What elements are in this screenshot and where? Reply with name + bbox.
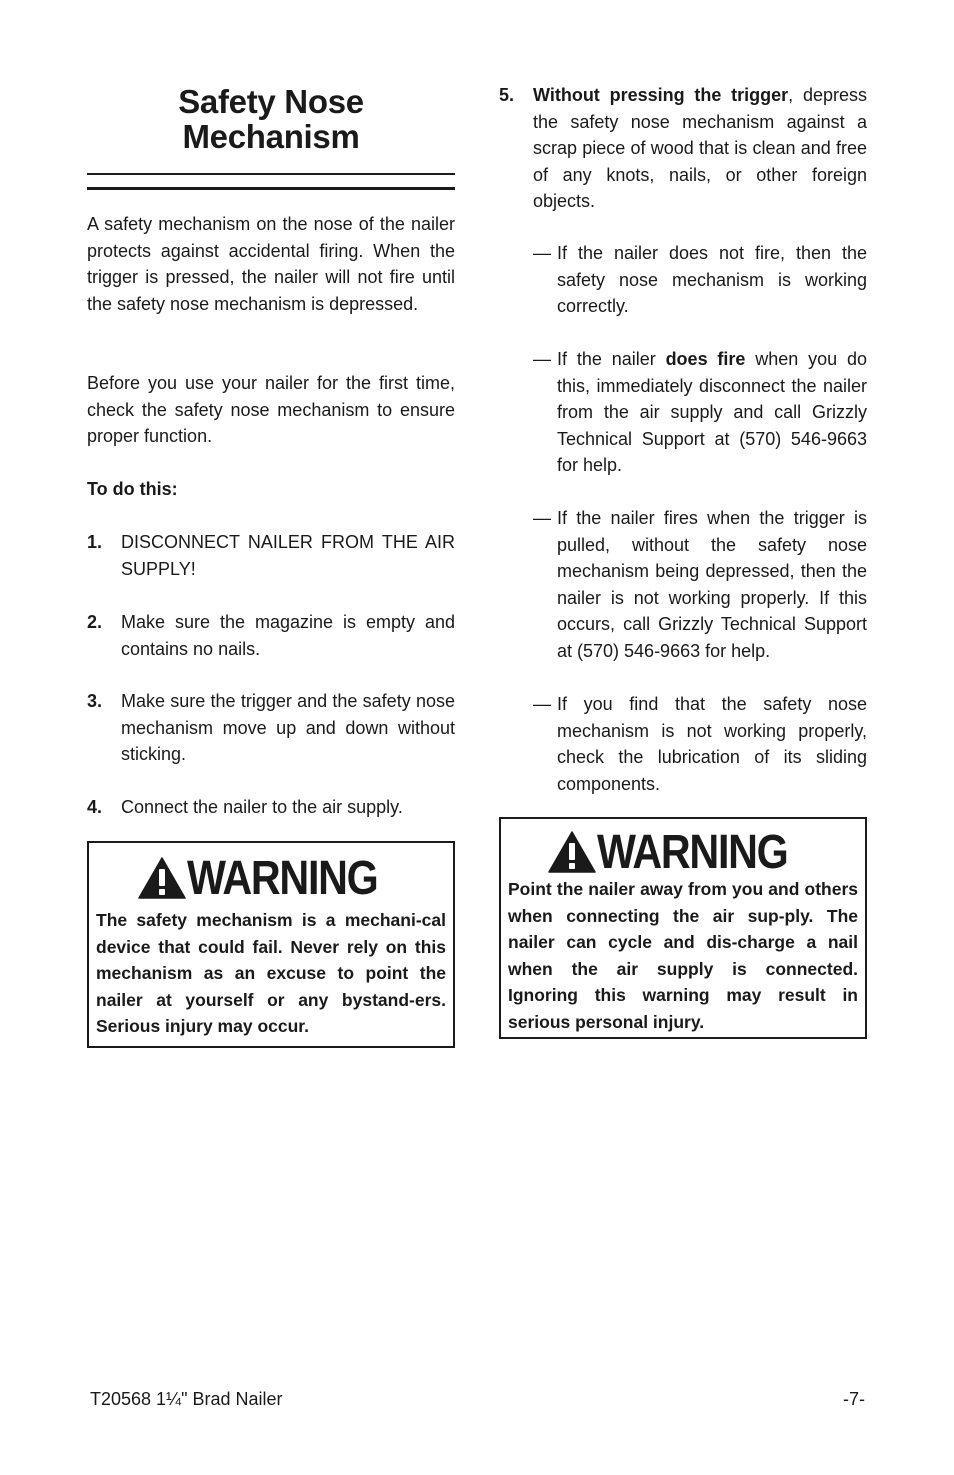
section-title-text: Safety Nose Mechanism [178, 83, 364, 155]
result-text: If the nailer does not fire, then the safety nose mechanism is working correctly. [557, 243, 867, 317]
result-text [557, 346, 867, 479]
title-rule-bottom [87, 187, 455, 190]
step-text [533, 82, 867, 215]
em-dash: — [533, 694, 551, 714]
step-number: 4. [87, 797, 103, 817]
result-text: If you find that the safety nose mechanism is not working properly, check the lubrication of its sliding components. [557, 694, 867, 794]
warning-box-right [499, 817, 867, 1039]
footer-page-number: -7- [843, 1389, 865, 1409]
warning-label: WARNING [597, 826, 788, 879]
result-text: If the nailer fires when the trigger is pulled, without the safety nose mechanism being depressed, then the nailer is not working properly. If this occurs, call Grizzly Technical Support at (570) 546-9663 for help. [557, 508, 867, 661]
step-text: Make sure the trigger and the safety nose mechanism move up and down without sticking. [121, 691, 455, 765]
warning-header [89, 853, 453, 909]
step-number: 2. [87, 612, 103, 632]
warning-text: Point the nailer away from you and others when connecting the air sup-ply. The nailer can cycle and dis-charge a nail when the air supply is connected. Ignoring this warning may result in serious personal injury. [508, 879, 858, 1032]
warning-box-left [87, 841, 455, 1048]
to-do-heading: To do this: [87, 479, 178, 499]
intro-paragraph: A safety mechanism on the nose of the nailer protects against accidental firing. When the trigger is pressed, the nailer will not fire until the safety nose mechanism is depressed. [87, 214, 455, 314]
step-number: 5. [499, 85, 515, 105]
warning-triangle-icon [138, 857, 186, 899]
warning-triangle-icon [548, 831, 596, 873]
step-text: DISCONNECT NAILER FROM THE AIR SUPPLY! [121, 532, 455, 579]
step-text: Make sure the magazine is empty and contains no nails. [121, 612, 455, 659]
before-use-paragraph: Before you use your nailer for the first time, check the safety nose mechanism to ensure proper function. [87, 373, 455, 447]
title-rule-top [87, 173, 455, 175]
result-text-post: when you do this, immediately disconnect the nailer from the air supply and call Grizzly Technical Support at (570) 546-9663 for help. [557, 349, 867, 476]
em-dash: — [533, 243, 551, 263]
footer-model: T20568 1¼" Brad Nailer [90, 1389, 283, 1409]
warning-label: WARNING [187, 852, 378, 905]
step-text: Connect the nailer to the air supply. [121, 797, 403, 817]
em-dash: — [533, 349, 551, 369]
section-title [87, 84, 455, 154]
step-number: 1. [87, 532, 103, 552]
warning-header [501, 827, 865, 883]
step-5-rest: , depress the safety nose mechanism against a scrap piece of wood that is clean and free of any knots, nails, or other foreign objects. [533, 85, 867, 212]
step-5-emphasis: Without pressing the trigger [533, 85, 789, 105]
warning-text: The safety mechanism is a mechani-cal device that could fail. Never rely on this mechanism as an excuse to point the nailer at yourself or any bystand-ers. Serious injury may occur. [96, 910, 446, 1037]
em-dash: — [533, 508, 551, 528]
result-text-pre: If the nailer [557, 349, 666, 369]
step-number: 3. [87, 691, 103, 711]
result-text-emphasis: does fire [665, 349, 746, 369]
